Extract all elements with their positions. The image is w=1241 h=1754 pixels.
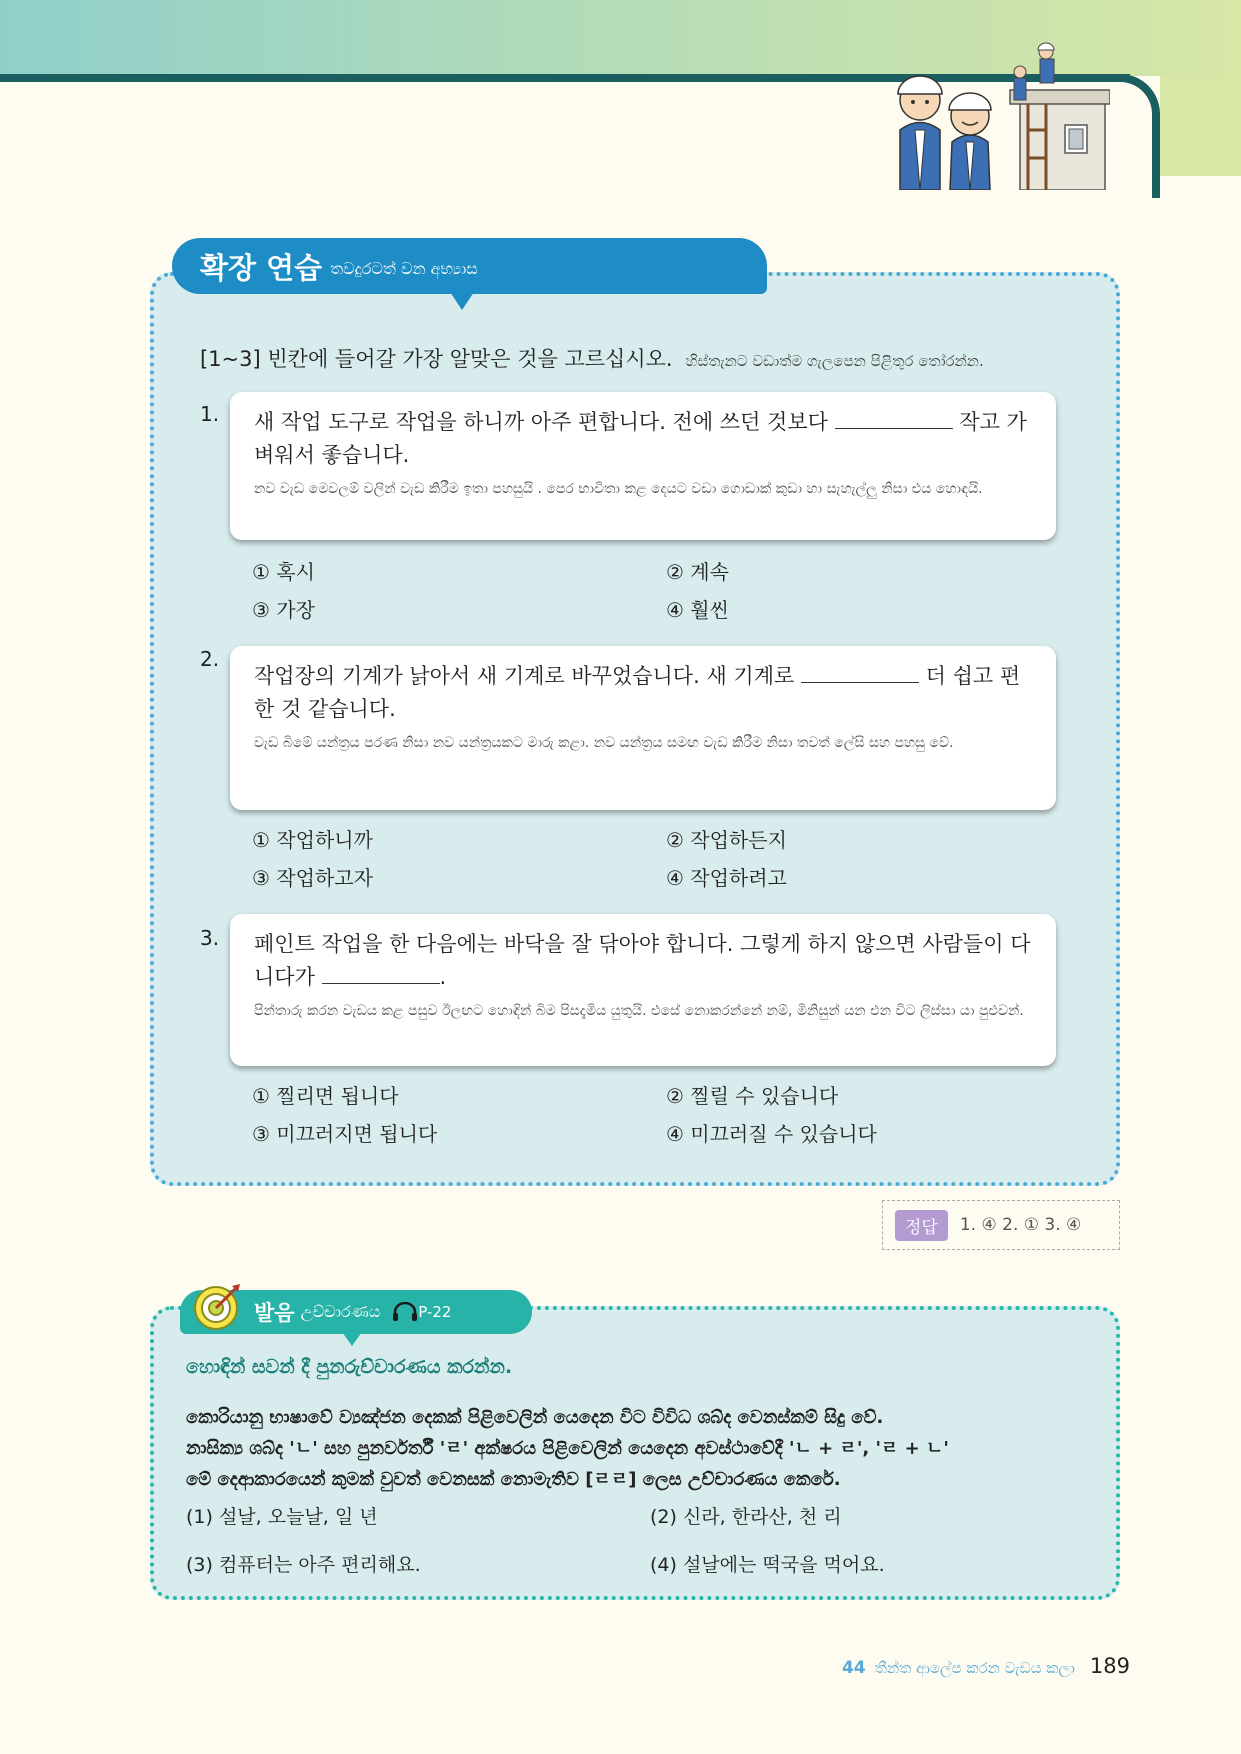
question-number: 1. [200,402,220,426]
question-text-si: පින්තාරු කරන වැඩය කළ පසුව ඊලඟට හොඳින් බිම පිසදැමිය යුතුයි. එසේ නොකරන්නේ නම්, මිනිසුන් යන එන විට ලිස්සා යා පුළුවන්. [254,1003,1024,1019]
tab-title-si: උච්චාරණය [300,1302,381,1321]
question-text-si: වැඩ බිමේ යන්ත්‍රය පරණ නිසා නව යන්ත්‍රයකට මාරු කළා. නව යන්ත්‍රය සමඟ වැඩ කිරීම නිසා තවත් ලේසි සහ පහසු වේ. [254,735,954,751]
page-footer [800,1654,1130,1678]
headphones-icon [392,1302,418,1322]
answer-blank [801,681,919,683]
header-band-corner [1160,76,1241,176]
answer-blank [835,427,953,429]
option-2[interactable]: ② 찔릴 수 있습니다 [666,1084,839,1108]
audio-page-ref: P-22 [418,1303,452,1321]
option-4[interactable]: ④ 훨씬 [666,598,729,622]
option-1[interactable]: ① 작업하니까 [252,828,373,852]
page-number: 189 [1089,1654,1130,1678]
example-4: (4) 설날에는 떡국을 먹어요. [650,1554,885,1576]
question-card-2 [230,646,1056,810]
question-text-ko: 작업장의 기계가 낡아서 새 기계로 바꾸었습니다. 새 기계로 더 쉽고 편 한 것 같습니다. [254,664,1021,721]
tab-pointer [450,292,474,310]
option-3[interactable]: ③ 미끄러지면 됩니다 [252,1122,438,1146]
answer-blank [322,982,440,984]
question-text-ko: 새 작업 도구로 작업을 하니까 아주 편합니다. 전에 쓰던 것보다 작고 가 벼워서 좋습니다. [254,410,1027,467]
question-number: 2. [200,647,220,671]
tab-title-si: තවදුරටත් වන අභ්‍යාස [330,259,478,278]
answer-label: 정답 [895,1210,948,1241]
pronunciation-instruction: හොඳින් සවන් දී පුනරුච්චාරණය කරන්න. [186,1356,513,1378]
chapter-title: තීන්ත ආලේප කරන වැඩය කලා [874,1659,1075,1677]
tab-pointer [342,1332,362,1346]
pronunciation-explanation: කොරියානු භාෂාවේ ව්‍යඤ්ජන දෙකක් පිළිවෙලින් යෙදෙන විට විවිධ ශබ්ද වෙනස්කම් සිදු වේ. නාසික්‍ය ශබ්ද 'ㄴ' සහ පුනර්වර්තී 'ㄹ' අක්ෂරය පිළිවෙලින් යෙදෙන අවස්ථාවේදී 'ㄴ + ㄹ', 'ㄹ + ㄴ' මේ දෙආකාරයෙන් කුමක් වුවත් වෙනසක් නොමැතිව [ㄹㄹ] ලෙස උච්චාරණය කෙරේ. [186,1407,949,1490]
tab-title-ko: 확장 연습 [200,250,323,285]
extended-practice-tab [172,238,767,294]
option-1[interactable]: ① 혹시 [252,560,315,584]
instruction-si: හිස්තැනට වඩාත්ම ගැලපෙන පිළිතුර තෝරන්න. [685,352,984,370]
instruction [200,343,1080,373]
option-2[interactable]: ② 계속 [666,560,729,584]
option-3[interactable]: ③ 가장 [252,598,315,622]
option-4[interactable]: ④ 작업하려고 [666,866,787,890]
question-number: 3. [200,926,220,950]
instruction-ko: [1~3] 빈칸에 들어갈 가장 알맞은 것을 고르십시오. [200,347,673,371]
answer-text: 1. ④ 2. ① 3. ④ [959,1215,1082,1235]
example-3: (3) 컴퓨터는 아주 편리해요. [186,1554,421,1576]
question-text-ko: 페인트 작업을 한 다음에는 바닥을 잘 닦아야 합니다. 그렇게 하지 않으면 사람들이 다 니다가 . [254,932,1031,989]
option-3[interactable]: ③ 작업하고자 [252,866,373,890]
option-4[interactable]: ④ 미끄러질 수 있습니다 [666,1122,877,1146]
target-icon [192,1282,242,1332]
tab-title-ko: 발음 [254,1301,295,1325]
chapter-number: 44 [841,1658,866,1678]
question-text-si: නව වැඩ මෙවලම් වලින් වැඩ කිරීම ඉතා පහසුයි . පෙර භාවිතා කළ දෙයට වඩා ගොඩාක් කුඩා හා සැහැල්ලු නිසා එය හොඳයි. [254,481,983,497]
example-2: (2) 신라, 한라산, 천 리 [650,1506,842,1528]
example-1: (1) 설날, 오늘날, 일 년 [186,1506,378,1528]
answer-key [882,1200,1120,1250]
question-card-1 [230,392,1056,540]
workers-illustration [870,30,1110,190]
question-card-3 [230,914,1056,1066]
option-2[interactable]: ② 작업하든지 [666,828,787,852]
audio-reference[interactable] [392,1302,451,1322]
option-1[interactable]: ① 찔리면 됩니다 [252,1084,399,1108]
